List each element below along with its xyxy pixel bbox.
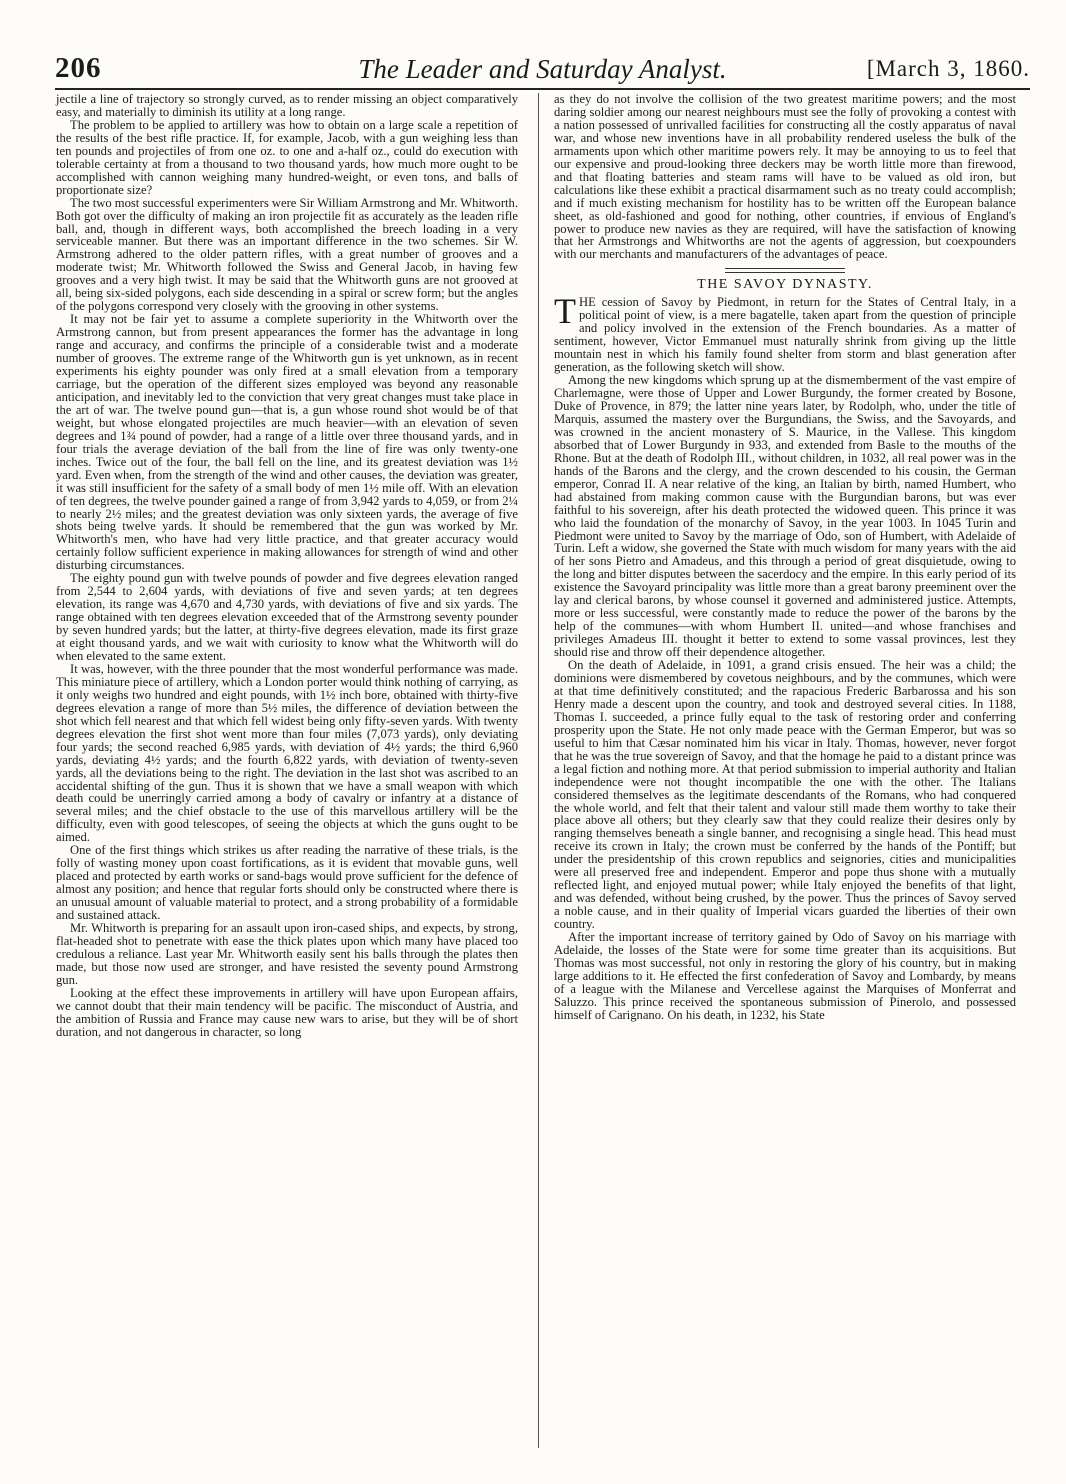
article-paragraph: On the death of Adelaide, in 1091, a grand crisis ensued. The heir was a child; the dominions were dismembered by covetous neighbours, and by the communes, which were at that time definitively constituted; and the rapacious Frederic Barbarossa and his son Henry made a descent upon the country, and took and destroyed several cities. In 1188, Thomas I. succeeded, a prince fully equal to the task of restoring order and conferring prosperity upon the State. He not only made peace with the German Emperor, but was so useful to him that Cæsar nominated him his vicar in Italy. Thomas, however, never forgot that he was the true sovereign of Savoy, and that the homage he paid to a distant prince was a legal fiction and nothing more. At that period submission to imperial authority and Italian independence were not thought incompatible the one with the other. The Italians considered themselves as the legitimate descendants of the Romans, who had conquered the whole world, and felt that their talent and valour still made them worthy to take their place above all others; but they clearly saw that they could realize their desires only by ranging themselves beneath a single banner, and recognising a single head. This head must receive its crown in Italy; the crown must be conferred by the hands of the Pontiff; but under the presidentship of this crown republics and seignories, cities and municipalities were all preserved free and independent. Emperor and pope thus shone with a mutually reflected light, and enjoyed mutual power; while Italy enjoyed the benefits of that light, and was defended, without being crushed, by the power. Thus the princes of Savoy served a noble cause, and in their quality of Imperial vicars guarded the liberties of their own country. (554, 658, 1016, 932)
section-title: THE SAVOY DYNASTY. (697, 277, 873, 293)
article-paragraph: jectile a line of trajectory so strongly curved, as to render missing an object comparatively easy, and materially to diminish its utility at a long range. (56, 92, 518, 119)
article-paragraph: The two most successful experimenters were Sir William Armstrong and Mr. Whitworth. Both got over the difficulty of making an iron projectile fit as accurately as the leaden rifle ball, and, though in different ways, both accomplished the breech loading in a very serviceable manner. But there was an important difference in the two schemes. Sir W. Armstrong adhered to the older pattern rifles, with a great number of grooves and a moderate twist; Mr. Whitworth followed the Swiss and General Jacob, in having few grooves and a very high twist. It may be said that the Whitworth guns are not grooved at all, being six-sided polygons, each side descending in a spiral or screw form; but the angles of the polygons correspond very closely with the grooving in other systems. (56, 195, 518, 314)
article-paragraph: Mr. Whitworth is preparing for an assault upon iron-cased ships, and expects, by strong, flat-headed shot to penetrate with ease the thick plates upon which many have placed too credulous a reliance. Last year Mr. Whitworth easily sent his balls through the plates then made, but those now used are stronger, and have resisted the seventy pound Armstrong gun. (56, 921, 518, 987)
section-rule (725, 268, 845, 273)
left-column (56, 93, 518, 1039)
article-paragraph: It may not be fair yet to assume a complete superiority in the Whitworth over the Armstrong cannon, but from present appearances the former has the advantage in long range and accuracy, and confirms the principle of a considerable twist and a moderate number of grooves. The extreme range of the Whitworth gun is yet unknown, as in recent experiments his eighty pounder was only fired at a small elevation from a temporary carriage, but the operation of the different sizes employed was beyond any reasonable anticipation, and inevitably led to the conviction that very great changes must take place in the art of war. The twelve pound gun—that is, a gun whose round shot would be of that weight, but whose elongated projectiles are much heavier—with an elevation of seven degrees and 1¾ pound of powder, had a range of a little over three thousand yards, and in four trials the average deviation of the ball from the line of fire was only twenty-one inches. Twice out of the four, the ball fell on the line, and its greatest deviation was 1½ yard. Even when, from the strength of the wind and other causes, the deviation was greater, it was still insufficient for the safety of a small body of men 1½ mile off. With an elevation of ten degrees, the twelve pounder gained a range of from 3,942 yards to 4,059, or from 2¼ to nearly 2½ miles; and the greatest deviation was only sixteen yards, the average of five shots being twelve yards. It should be remembered that the gun was worked by Mr. Whitworth's men, who have had very little practice, and that greater accuracy would certainly follow sufficient experience in making allowances for strength of wind and other disturbing circumstances. (56, 312, 518, 573)
page-header (55, 52, 1030, 86)
header-rule (55, 88, 1030, 90)
right-column (554, 93, 1016, 1022)
article-paragraph: The eighty pound gun with twelve pounds of powder and five degrees elevation ranged from 2,544 to 2,604 yards, with deviations of five and seven yards; at ten degrees elevation, its range was 4,670 and 4,730 yards, with deviations of five and six yards. The range obtained with ten degrees elevation exceeded that of the Armstrong seventy pounder by seven hundred yards; but the latter, at thirty-five degrees elevation, made its first graze at eight thousand yards, and we wait with curiosity to know what the Whitworth will do when elevated to the same extent. (56, 571, 518, 663)
column-divider (538, 93, 539, 1448)
masthead-title: The Leader and Saturday Analyst. (358, 54, 727, 84)
article-paragraph: Looking at the effect these improvements in artillery will have upon European affairs, we cannot doubt that their main tendency will be pacific. The misconduct of Austria, and the ambition of Russia and France may cause new wars to arise, but they will be of short duration, and not dangerous in character, so long (56, 985, 518, 1039)
article-paragraph: Among the new kingdoms which sprung up at the dismemberment of the vast empire of Charlemagne, were those of Upper and Lower Burgundy, the former created by Bosone, Duke of Provence, in 879; the latter nine years later, by Rodolph, who, under the title of Marquis, assumed the mastery over the Burgundians, the Swiss, and the Savoyards, and was crowned in the ancient monastery of S. Maurice, in the Vallese. This kingdom absorbed that of Lower Burgundy in 933, and extended from Basle to the mouths of the Rhone. But at the death of Rodolph III., without children, in 1032, all real power was in the hands of the Barons and the clergy, and the crown descended to his cousin, the German emperor, Conrad II. A near relative of the king, an Italian by birth, named Humbert, who had abstained from making common cause with the Burgundian barons, but was ever faithful to his sovereign, after his death protected the widowed queen. This prince it was who laid the foundation of the monarchy of Savoy, in the year 1003. In 1045 Turin and Piedmont were united to Savoy by the marriage of Odo, son of Humbert, with Adelaide of Turin. Left a widow, she governed the State with much wisdom for many years with the aid of her sons Pietro and Amadeus, and this through a period of great disquietude, owing to the long and bitter disputes between the sacerdocy and the empire. In this early period of its existence the Savoyard principality was little more than a great barony preeminent over the lay and clerical barons, by whose counsel it governed and administered justice. Attempts, more or less successful, were constantly made to reduce the power of the barons by the help of the communes—with whom Humbert II. united—and whose franchises and privileges Amadeus III. thought it better to extend to some vassal provinces, lest they should rise and throw off their dependence altogether. (554, 373, 1016, 660)
article-paragraph: The problem to be applied to artillery was how to obtain on a large scale a repetition of the results of the best rifle practice. If, for example, Jacob, with a gun weighing less than ten pounds and projectiles of from one oz. to one and a-half oz., could do execution with tolerable certainty at from a thousand to two thousand yards, how much more ought to be accomplished with cannon weighing many hundred-weight, or even tons, and balls of proportionate size? (56, 117, 518, 197)
opening-paragraph (554, 291, 1016, 375)
drop-cap: T (554, 291, 576, 332)
issue-date: [March 3, 1860. (866, 56, 1030, 81)
article-continuation: as they do not involve the collision of the two greatest maritime powers; and the most daring soldier among our nearest neighbours must see the folly of provoking a contest with a nation possessed of unrivalled facilities for constructing all the costly apparatus of naval war, and whose new inventions have in all probability rendered useless the bulk of the armaments upon which other maritime powers rely. It may be annoying to us to feel that our expensive and proud-looking three deckers may be worth little more than firewood, and that floating batteries and steam rams will have to be valued as old iron, but calculations like these exhibit a practical disarmament such as no treaty could accomplish; and if much existing mechanism for hostility has to be written off the European balance sheet, as old-fashioned and good for nothing, other countries, if envious of England's power to produce new navies as they are required, will have the satisfaction of knowing that her Armstrongs and Whitworths are not the agents of aggression, but coexpounders with our merchants and manufacturers of the advantages of peace. (554, 92, 1016, 262)
article-paragraph: After the important increase of territory gained by Odo of Savoy on his marriage with Adelaide, the losses of the State were for some time greater than its acquisitions. But Thomas was most successful, not only in restoring the glory of his country, but in making large additions to it. He effected the first confederation of Savoy and Lombardy, by means of a league with the Milanese and Vercellese against the Marquises of Monferrat and Saluzzo. This prince received the spontaneous submission of Pinerolo, and possessed himself of Carignano. On his death, in 1232, his State (554, 930, 1016, 1022)
page-number: 206 (55, 52, 102, 84)
article-paragraph: It was, however, with the three pounder that the most wonderful performance was made. This miniature piece of artillery, which a London porter would think nothing of carrying, as it only weighs two hundred and eight pounds, with 1½ inch bore, obtained with thirty-five degrees elevation a range of more than 5½ miles, the difference of deviation between the shot which fell nearest and that which fell widest being only fifty-seven yards. With twenty degrees elevation the first shot went more than four miles (7,073 yards), only deviating four yards; the second reached 6,985 yards, with deviation of 4½ yards; the third 6,960 yards, deviating 4½ yards; and the fourth 6,822 yards, with deviation of twenty-seven yards, all the deviations being to the right. The deviation in the last shot was ascribed to an accidental shifting of the gun. Thus it is shown that we have a small weapon with which death could be unerringly carried among a body of cavalry or infantry at a distance of several miles; and the chief obstacle to the use of this marvellous artillery will be the difficulty, even with good telescopes, of seeing the objects at which the guns ought to be aimed. (56, 661, 518, 845)
opening-paragraph-text: HE cession of Savoy by Piedmont, in return for the States of Central Italy, in a political point of view, is a mere bagatelle, taken apart from the question of principle and policy involved in the extension of the French boundaries. As a matter of sentiment, however, Victor Emmanuel must naturally shrink from giving up the little mountain nest in which his family found shelter from storm and blast generation after generation, as the following sketch will show. (554, 295, 1016, 375)
article-paragraph: One of the first things which strikes us after reading the narrative of these trials, is the folly of wasting money upon coast fortifications, as it is evident that movable guns, well placed and protected by earth works or sand-bags would prove sufficient for the defence of almost any position; and hence that regular forts should only be constructed where there is an unusual amount of valuable material to protect, and a strong probability of a formidable and sustained attack. (56, 843, 518, 923)
